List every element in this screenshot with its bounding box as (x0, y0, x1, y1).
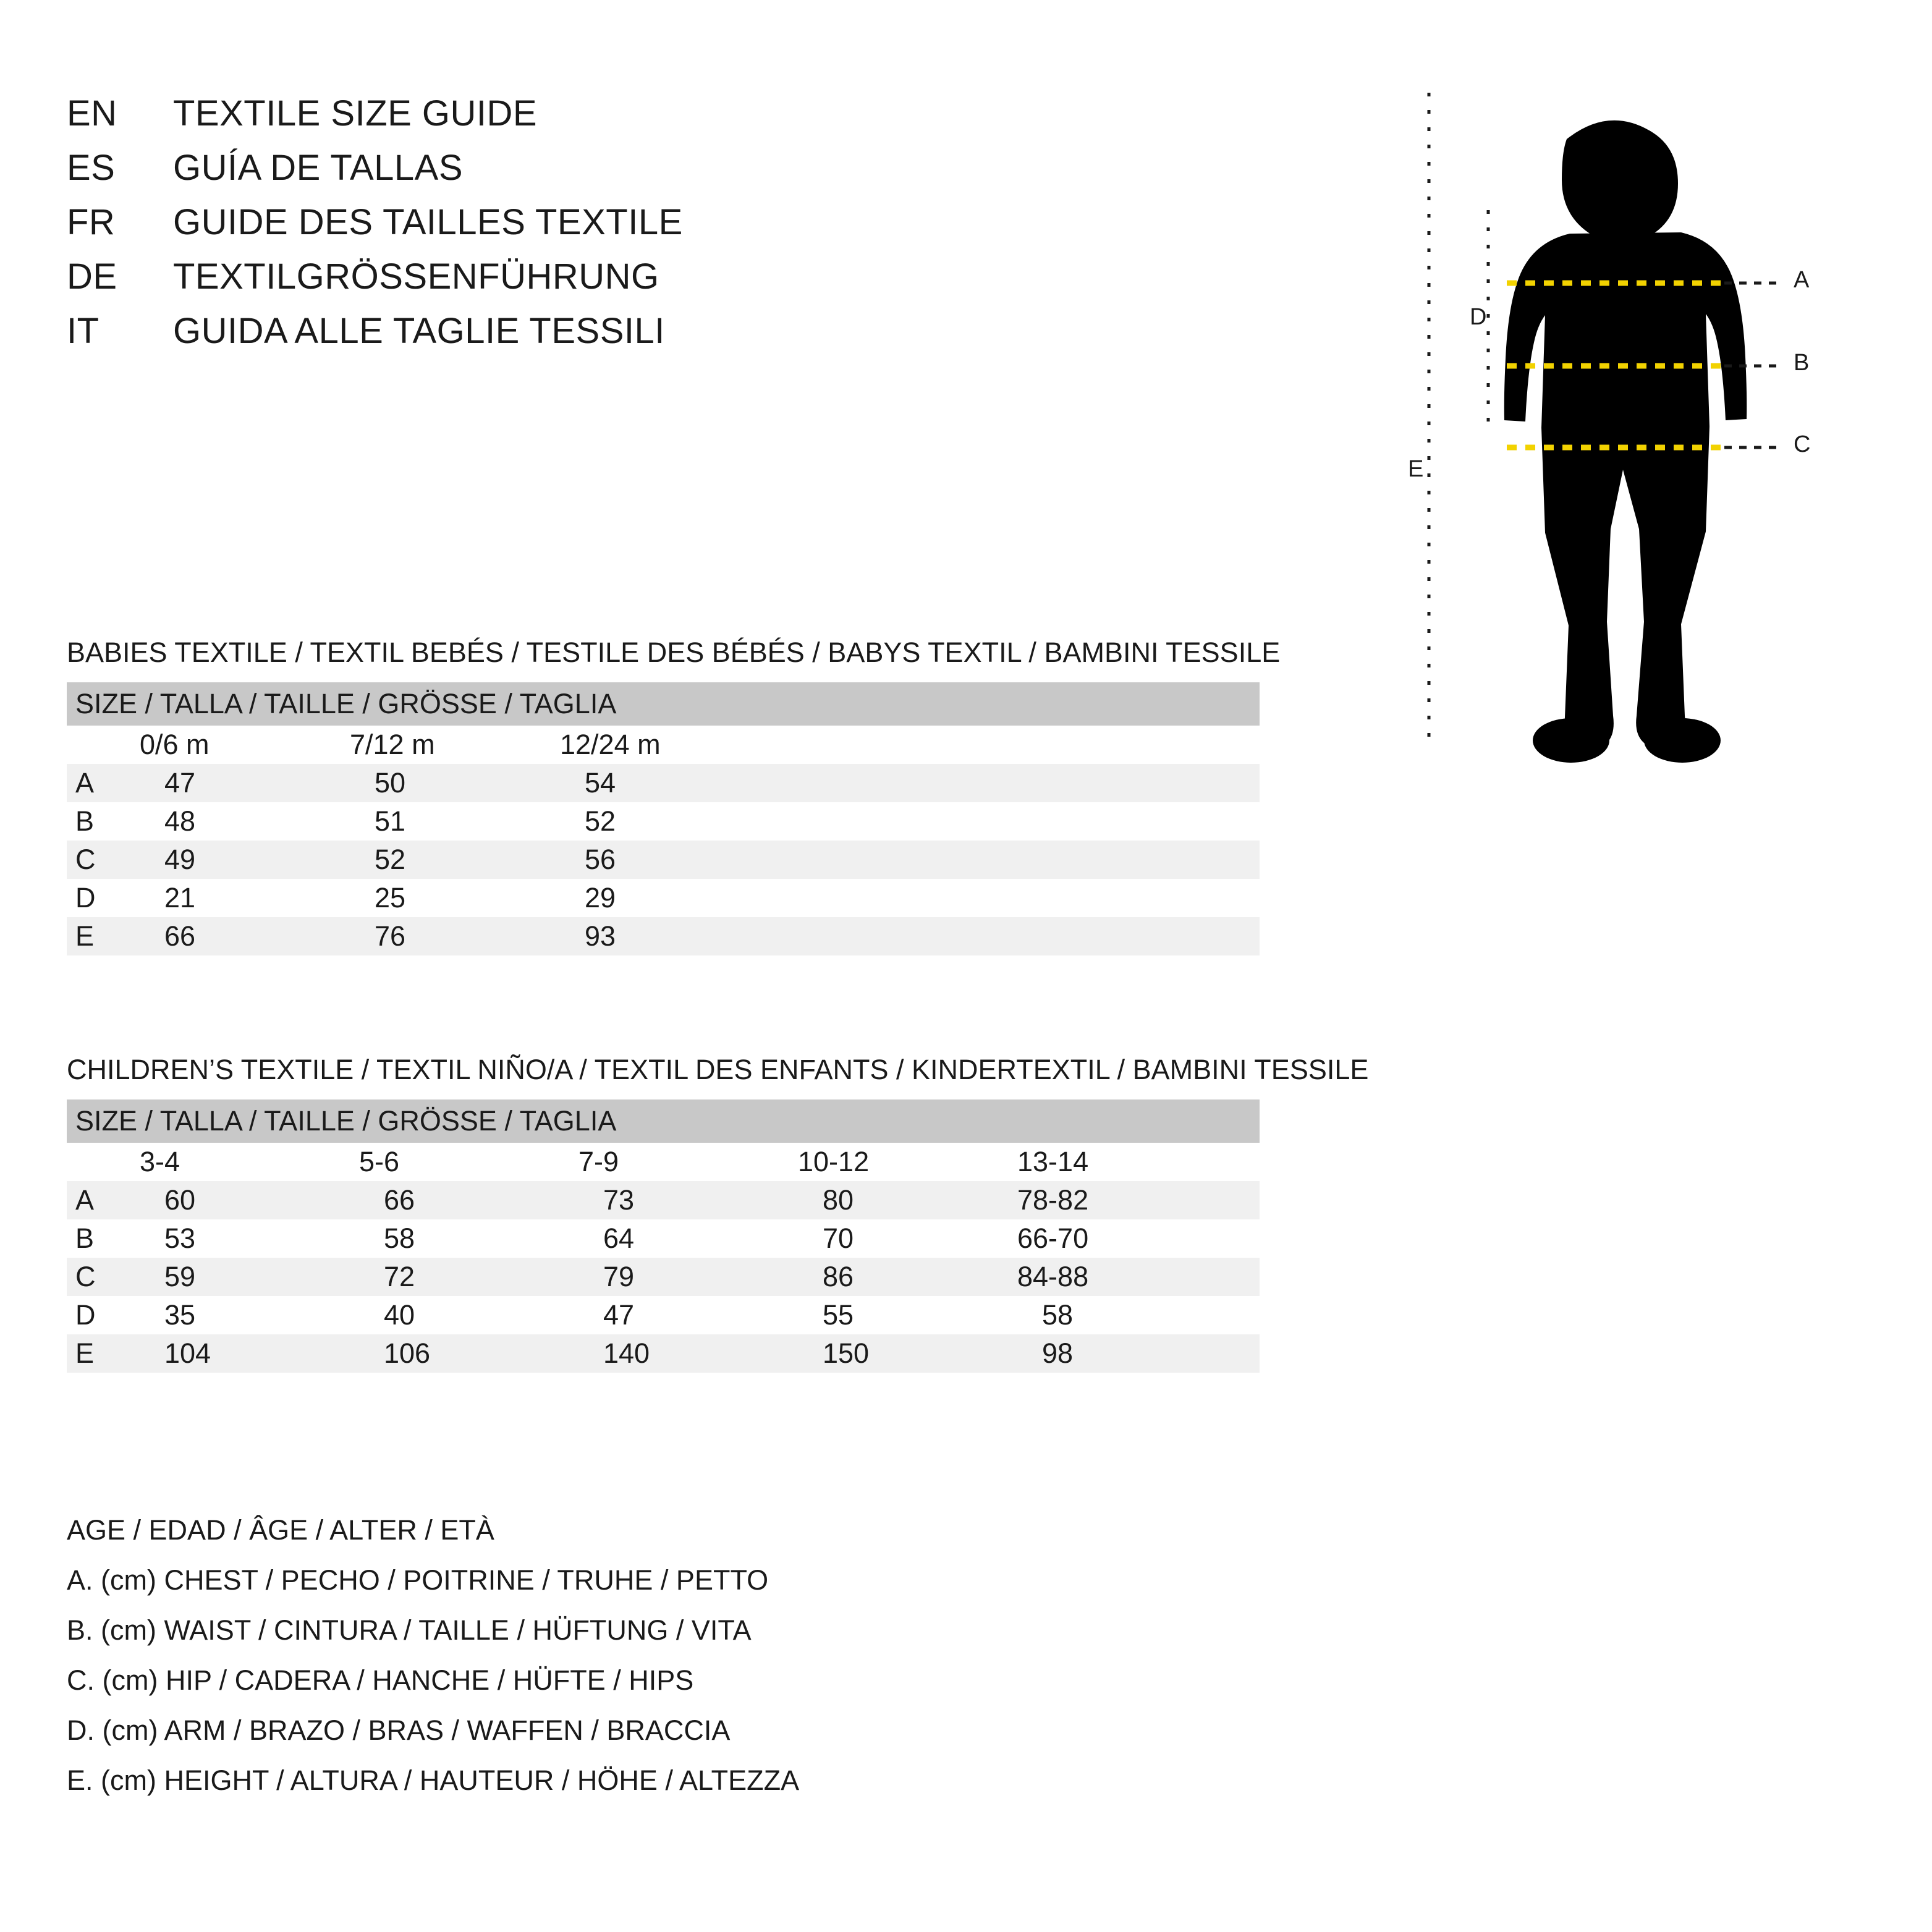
babies-size-table (67, 682, 1260, 955)
figure-marker-d: D (1470, 304, 1487, 330)
cell: 60 (140, 1181, 359, 1219)
table-column-row (67, 1143, 1260, 1181)
legend-line: C. (cm) HIP / CADERA / HANCHE / HÜFTE / HIPS (67, 1664, 694, 1696)
cell: 66-70 (1017, 1219, 1260, 1258)
cell: 80 (798, 1181, 1017, 1219)
language-row (67, 256, 1179, 310)
legend-line: E. (cm) HEIGHT / ALTURA / HAUTEUR / HÖHE / ALTEZZA (67, 1764, 800, 1796)
row-label: C (67, 841, 140, 879)
table-row (67, 1334, 1260, 1373)
language-code: DE (67, 256, 117, 297)
table-row (67, 1219, 1260, 1258)
cell: 104 (140, 1334, 359, 1373)
children-size-table (67, 1099, 1260, 1373)
table-header-row (67, 682, 1260, 726)
language-title: TEXTILE SIZE GUIDE (173, 93, 538, 133)
babies-table-head: SIZE / TALLA / TAILLE / GRÖSSE / TAGLIA (67, 682, 1260, 726)
language-title-block (67, 93, 1179, 365)
table-header-row (67, 1099, 1260, 1143)
cell: 140 (578, 1334, 798, 1373)
column-corner (67, 726, 140, 764)
cell: 29 (560, 879, 770, 917)
cell: 21 (140, 879, 350, 917)
column-corner (67, 1143, 140, 1181)
cell: 25 (350, 879, 560, 917)
figure-marker-c: C (1794, 431, 1811, 457)
cell: 54 (560, 764, 770, 802)
language-code: FR (67, 202, 116, 242)
cell: 59 (140, 1258, 359, 1296)
cell: 76 (350, 917, 560, 955)
measurement-figure (1408, 87, 1885, 779)
language-row (67, 147, 1179, 201)
language-title: TEXTILGRÖSSENFÜHRUNG (173, 256, 659, 297)
cell: 86 (798, 1258, 1017, 1296)
table-row (67, 841, 1260, 879)
children-section-title: CHILDREN’S TEXTILE / TEXTIL NIÑO/A / TEXTIL DES ENFANTS / KINDERTEXTIL / BAMBINI TESSILE (67, 1054, 1369, 1085)
cell: 52 (350, 841, 560, 879)
cell: 52 (560, 802, 770, 841)
cell: 58 (359, 1219, 578, 1258)
table-column-row (67, 726, 1260, 764)
cell: 73 (578, 1181, 798, 1219)
cell: 58 (1017, 1296, 1260, 1334)
table-row (67, 1258, 1260, 1296)
table-row (67, 1181, 1260, 1219)
cell: 98 (1017, 1334, 1260, 1373)
table-row (67, 1296, 1260, 1334)
cell: 53 (140, 1219, 359, 1258)
cell: 72 (359, 1258, 578, 1296)
row-label: A (67, 1181, 140, 1219)
children-column-2: 7-9 (578, 1143, 798, 1181)
measurement-legend (67, 1505, 1303, 1805)
children-table-head: SIZE / TALLA / TAILLE / GRÖSSE / TAGLIA (67, 1099, 1260, 1143)
row-label: A (67, 764, 140, 802)
table-row (67, 802, 1260, 841)
cell: 40 (359, 1296, 578, 1334)
row-label: B (67, 802, 140, 841)
babies-column-0: 0/6 m (140, 726, 350, 764)
cell: 79 (578, 1258, 798, 1296)
babies-column-2: 12/24 m (560, 726, 770, 764)
babies-section-title: BABIES TEXTILE / TEXTIL BEBÉS / TESTILE DES BÉBÉS / BABYS TEXTIL / BAMBINI TESSILE (67, 637, 1281, 668)
cell: 106 (359, 1334, 578, 1373)
cell: 47 (140, 764, 350, 802)
child-silhouette-icon (1415, 87, 1885, 779)
children-column-1: 5-6 (359, 1143, 578, 1181)
children-size-section (67, 1054, 1369, 1373)
language-row (67, 201, 1179, 256)
cell: 51 (350, 802, 560, 841)
row-label: D (67, 1296, 140, 1334)
figure-marker-b: B (1794, 350, 1810, 376)
language-code: IT (67, 311, 100, 351)
language-title: GUÍA DE TALLAS (173, 148, 464, 188)
language-title: GUIDE DES TAILLES TEXTILE (173, 202, 683, 242)
row-label: E (67, 917, 140, 955)
cell: 35 (140, 1296, 359, 1334)
cell: 47 (578, 1296, 798, 1334)
row-label: E (67, 1334, 140, 1373)
figure-marker-e: E (1408, 456, 1424, 482)
figure-marker-a: A (1794, 267, 1810, 293)
language-code: EN (67, 93, 117, 133)
language-row (67, 310, 1179, 365)
cell: 50 (350, 764, 560, 802)
table-row (67, 879, 1260, 917)
row-label: B (67, 1219, 140, 1258)
legend-line: AGE / EDAD / ÂGE / ALTER / ETÀ (67, 1514, 494, 1546)
legend-line: A. (cm) CHEST / PECHO / POITRINE / TRUHE / PETTO (67, 1564, 769, 1596)
cell: 56 (560, 841, 770, 879)
silhouette-shape (1504, 121, 1747, 763)
cell: 48 (140, 802, 350, 841)
row-label: D (67, 879, 140, 917)
cell: 64 (578, 1219, 798, 1258)
cell: 84-88 (1017, 1258, 1260, 1296)
legend-line: D. (cm) ARM / BRAZO / BRAS / WAFFEN / BRACCIA (67, 1714, 731, 1746)
language-row (67, 93, 1179, 147)
cell: 66 (359, 1181, 578, 1219)
language-title: GUIDA ALLE TAGLIE TESSILI (173, 311, 665, 351)
cell: 78-82 (1017, 1181, 1260, 1219)
children-column-3: 10-12 (798, 1143, 1017, 1181)
table-row (67, 764, 1260, 802)
cell: 55 (798, 1296, 1017, 1334)
language-code: ES (67, 148, 116, 188)
children-column-0: 3-4 (140, 1143, 359, 1181)
table-row (67, 917, 1260, 955)
babies-column-1: 7/12 m (350, 726, 560, 764)
babies-size-section (67, 637, 1281, 955)
cell: 93 (560, 917, 770, 955)
legend-line: B. (cm) WAIST / CINTURA / TAILLE / HÜFTUNG / VITA (67, 1614, 752, 1646)
cell: 49 (140, 841, 350, 879)
row-label: C (67, 1258, 140, 1296)
cell: 70 (798, 1219, 1017, 1258)
cell: 66 (140, 917, 350, 955)
children-column-4: 13-14 (1017, 1143, 1260, 1181)
cell: 150 (798, 1334, 1017, 1373)
